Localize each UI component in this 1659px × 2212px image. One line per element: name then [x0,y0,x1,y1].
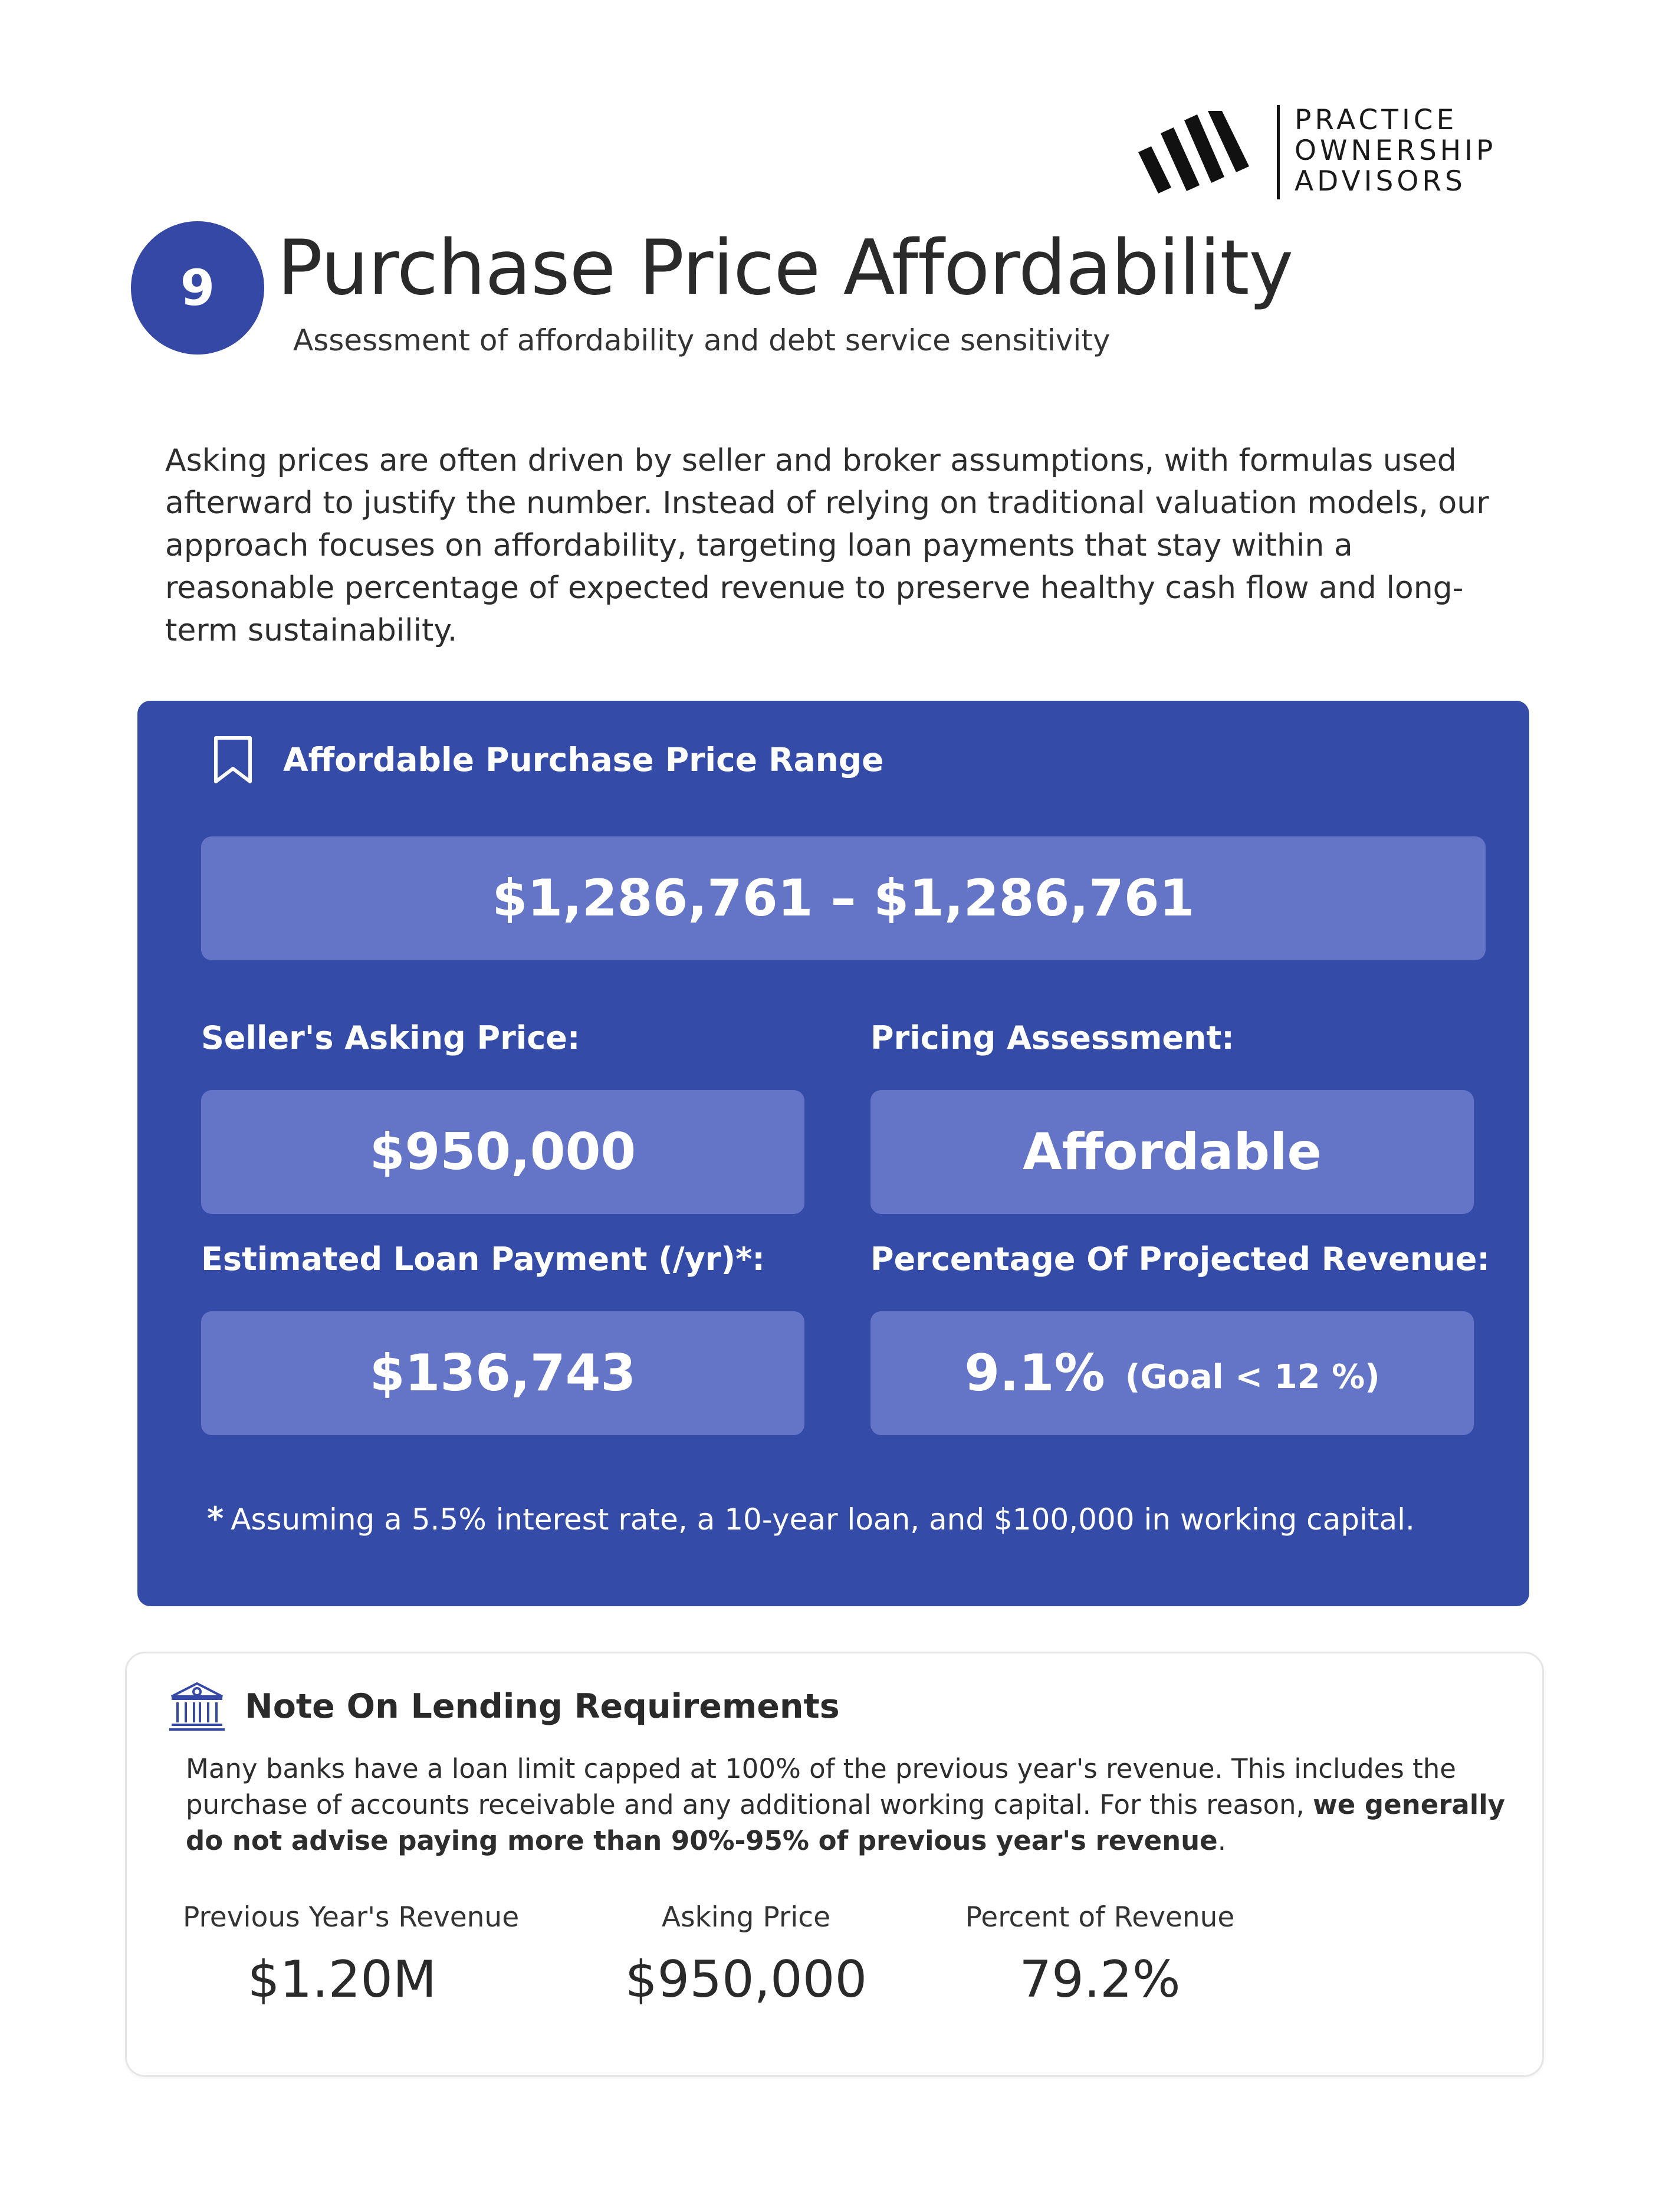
logo-line: OWNERSHIP [1295,134,1497,167]
footnote-asterisk: * [207,1500,224,1537]
asking-price-value: $950,000 [201,1090,804,1214]
note-text: Many banks have a loan limit capped at 100% of the previous year's revenue. This includes the purchase of accounts receivable and any additional working capital. For this reason, [186,1753,1456,1820]
lending-note-text [186,1751,1513,1859]
intro-paragraph: Asking prices are often driven by seller and broker assumptions, with formulas used afterward to justify the number. Instead of relying on traditional valuation models, our approach focuses on affordability, targeting loan payments that stay within a reasonable percentage of expected revenue to preserve healthy cash flow and long-term sustainability. [165,443,1489,648]
revenue-percentage-label: Percentage Of Projected Revenue: [870,1240,1490,1278]
revenue-goal: (Goal < 12 %) [1125,1357,1380,1396]
stat-value: $1.20M [247,1950,437,2009]
stat-asking-price [587,1901,905,2009]
footnote [207,1500,1415,1537]
revenue-percentage-value: 9.1% [964,1344,1105,1403]
stat-percent-revenue [941,1901,1259,2009]
card-title: Note On Lending Requirements [245,1687,840,1726]
stat-label: Asking Price [661,1901,831,1934]
note-end: . [1217,1825,1227,1856]
stat-value: $950,000 [625,1950,868,2009]
pricing-assessment-value: Affordable [870,1090,1474,1214]
logo-line: ADVISORS [1295,165,1466,198]
pricing-assessment-label: Pricing Assessment: [870,1019,1234,1056]
logo-divider [1277,105,1280,199]
loan-payment-label: Estimated Loan Payment (/yr)*: [201,1240,765,1278]
panel-header [211,733,883,786]
stat-label: Percent of Revenue [965,1901,1235,1934]
stat-value: 79.2% [1019,1950,1181,2009]
section-number-badge: 9 [131,221,264,355]
panel-title: Affordable Purchase Price Range [283,741,884,779]
bank-icon [168,1681,226,1732]
logo-line: PRACTICE [1295,104,1458,136]
card-header [168,1680,840,1733]
note-emphasis: we generally do not advise paying more than 90%-95% of previous year's revenue [186,1789,1505,1856]
bookmark-icon [211,734,255,785]
lending-note-card [125,1652,1544,2077]
stat-previous-revenue [183,1901,520,2009]
logo-wordmark [1295,105,1496,197]
logo-stripes-icon [1138,111,1256,193]
company-logo [1138,105,1522,199]
affordability-panel [137,701,1529,1606]
loan-payment-value: $136,743 [201,1311,804,1435]
page-title: Purchase Price Affordability [277,224,1293,312]
price-range-value: $1,286,761 – $1,286,761 [201,836,1486,960]
stat-label: Previous Year's Revenue [183,1901,520,1934]
page-subtitle: Assessment of affordability and debt service sensitivity [293,323,1111,357]
asking-price-label: Seller's Asking Price: [201,1019,580,1056]
revenue-percentage-box [870,1311,1474,1435]
footnote-text: Assuming a 5.5% interest rate, a 10-year loan, and $100,000 in working capital. [231,1502,1415,1537]
